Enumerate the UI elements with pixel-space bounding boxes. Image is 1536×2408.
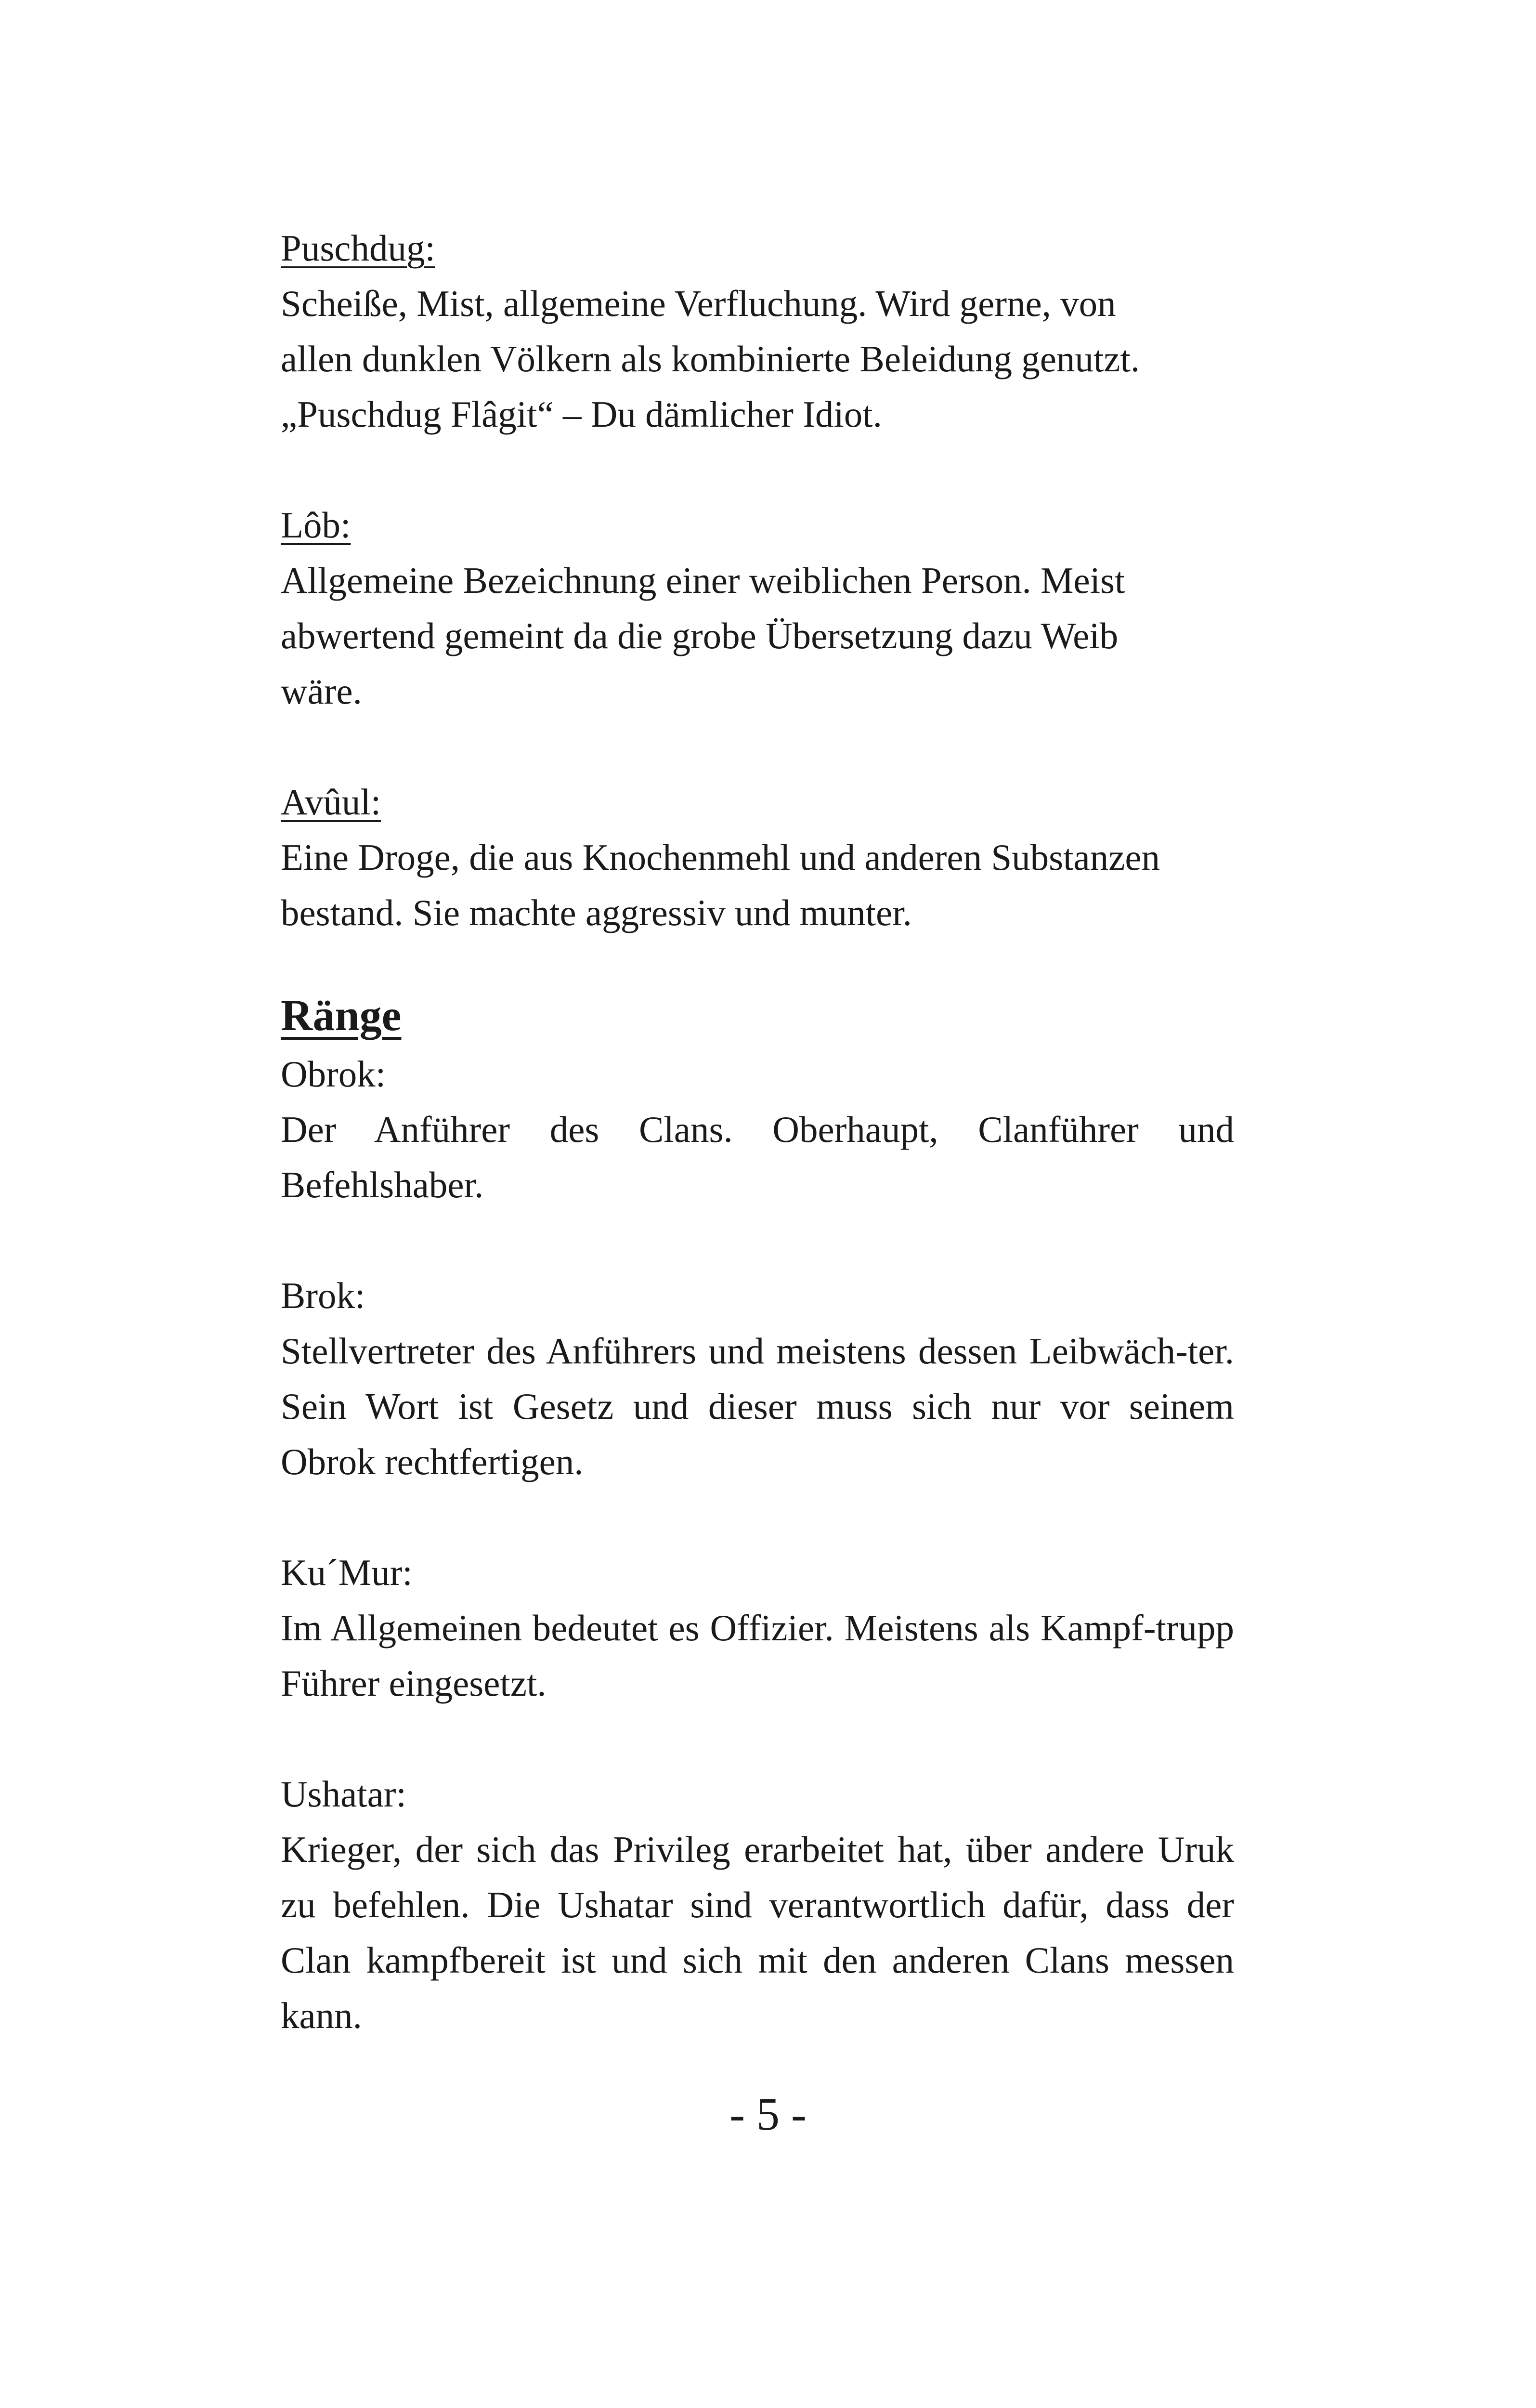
rank-term: Ku´Mur: xyxy=(281,1552,413,1593)
glossary-term: Puschdug: xyxy=(281,227,435,269)
rank-entry-brok xyxy=(281,1268,1234,1490)
rank-term: Ushatar: xyxy=(281,1773,406,1815)
glossary-entry-puschdug xyxy=(281,221,1234,442)
glossary-term: Avûul: xyxy=(281,781,381,823)
glossary-line: allen dunklen Völkern als kombinierte Beleidung genutzt. xyxy=(281,338,1140,380)
glossary-line: abwertend gemeint da die grobe Übersetzung dazu Weib xyxy=(281,615,1119,656)
glossary-line: Allgemeine Bezeichnung einer weiblichen Person. Meist xyxy=(281,560,1125,601)
section-heading-ranks: Ränge xyxy=(281,991,402,1040)
page-content xyxy=(281,221,1234,2043)
rank-description: Stellvertreter des Anführers und meistens dessen Leibwäch-ter. Sein Wort ist Gesetz und dieser muss sich nur vor seinem Obrok rechtfertigen. xyxy=(281,1330,1234,1482)
rank-description: Im Allgemeinen bedeutet es Offizier. Meistens als Kampf-trupp Führer eingesetzt. xyxy=(281,1607,1234,1704)
glossary-line: Scheiße, Mist, allgemeine Verfluchung. Wird gerne, von xyxy=(281,283,1116,324)
rank-term: Brok: xyxy=(281,1275,365,1316)
glossary-term: Lôb: xyxy=(281,504,351,546)
rank-entries xyxy=(281,1047,1234,2043)
rank-entry-obrok xyxy=(281,1047,1234,1213)
rank-term: Obrok: xyxy=(281,1053,386,1095)
glossary-entry-lob xyxy=(281,497,1234,719)
rank-entry-kumur xyxy=(281,1545,1234,1711)
rank-entry-ushatar xyxy=(281,1767,1234,2043)
glossary-line: Eine Droge, die aus Knochenmehl und anderen Substanzen xyxy=(281,837,1160,878)
glossary-line: wäre. xyxy=(281,670,362,712)
rank-description: Der Anführer des Clans. Oberhaupt, Clanführer und Befehlshaber. xyxy=(281,1109,1234,1205)
page-number: - 5 - xyxy=(729,2088,807,2140)
rank-description: Krieger, der sich das Privileg erarbeitet hat, über andere Uruk zu befehlen. Die Ushatar sind verantwortlich dafür, dass der Clan kampfbereit ist und sich mit den anderen Clans messen kann. xyxy=(281,1829,1234,2036)
glossary-line: bestand. Sie machte aggressiv und munter. xyxy=(281,892,912,933)
glossary-entry-avuul xyxy=(281,774,1234,941)
glossary-line: „Puschdug Flâgit“ – Du dämlicher Idiot. xyxy=(281,393,882,435)
